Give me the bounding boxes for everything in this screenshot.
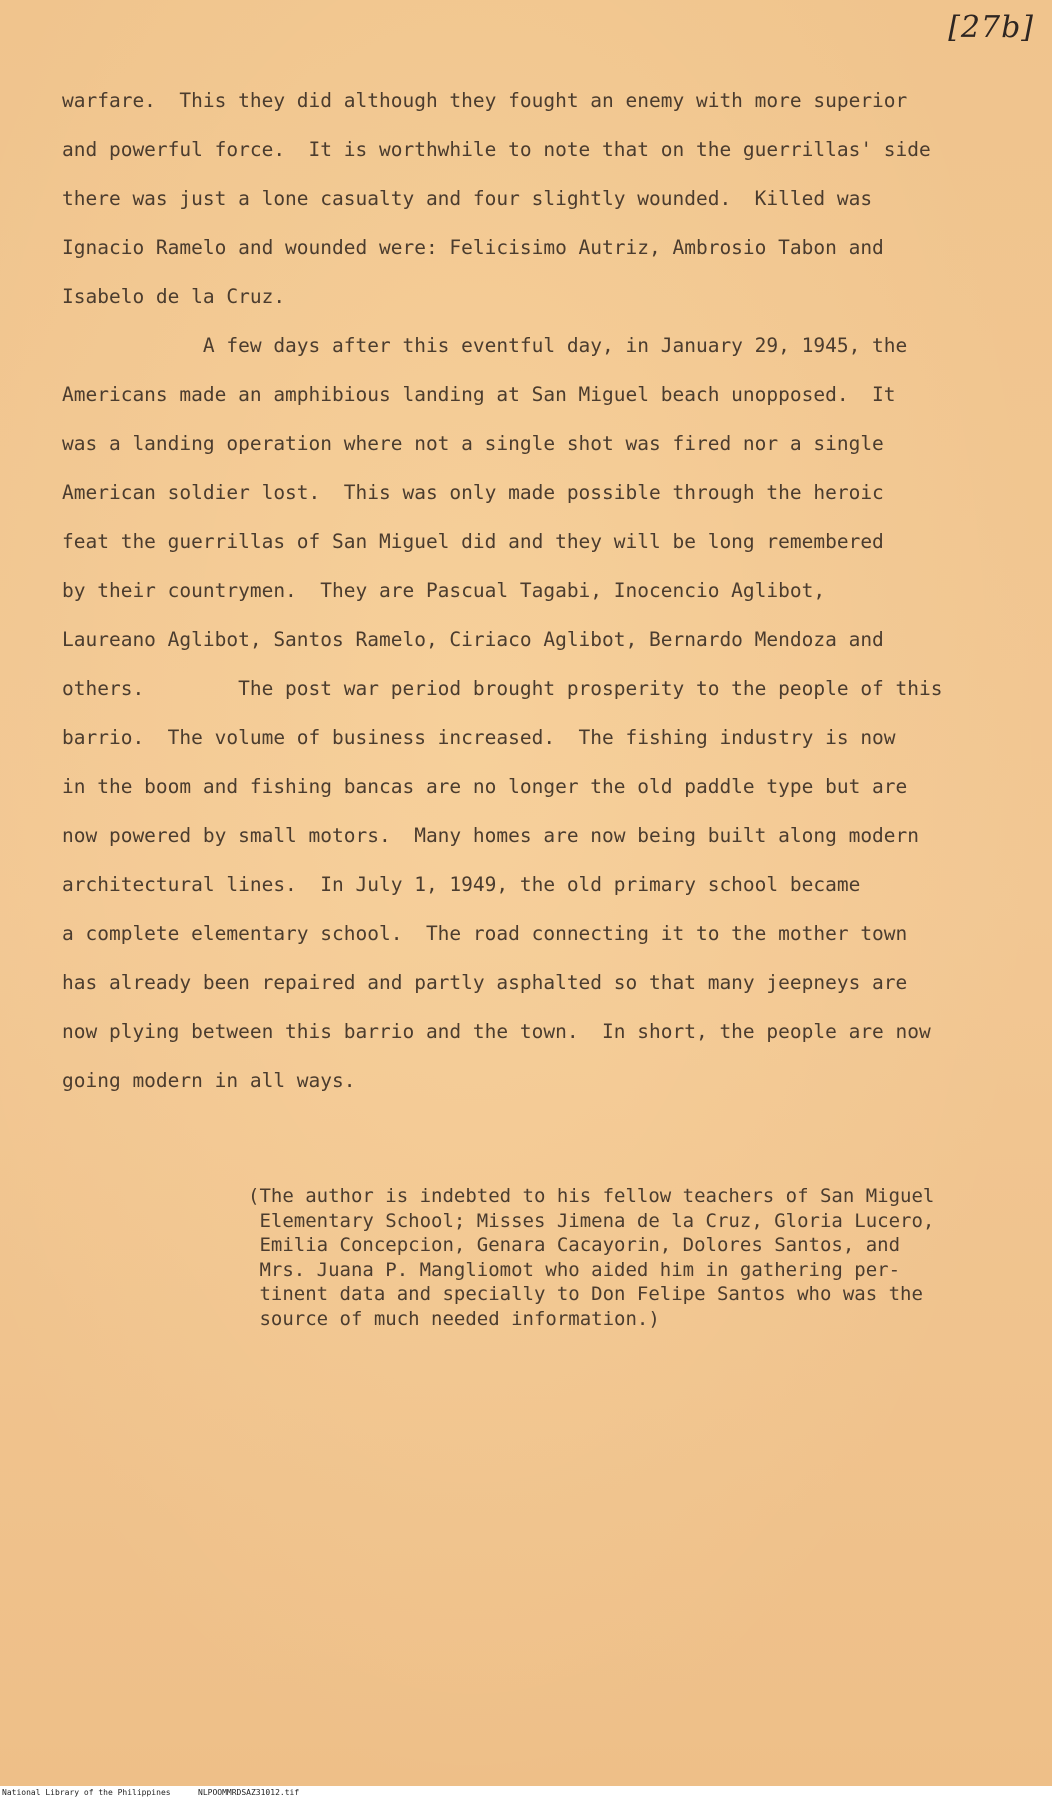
handwritten-page-mark: [27b]	[948, 10, 1034, 45]
text-line: architectural lines. In July 1, 1949, the old primary school became	[62, 873, 861, 896]
acknowledgement-line: Mrs. Juana P. Mangliomot who aided him in gathering per-	[248, 1258, 901, 1281]
text-line: Isabelo de la Cruz.	[62, 285, 286, 308]
acknowledgement-line: Elementary School; Misses Jimena de la Cruz, Gloria Lucero,	[248, 1209, 935, 1232]
text-line: was a landing operation where not a single shot was fired nor a single	[62, 432, 884, 455]
text-line: by their countrymen. They are Pascual Tagabi, Inocencio Aglibot,	[62, 579, 826, 602]
text-line: A few days after this eventful day, in January 29, 1945, the	[62, 334, 908, 357]
footer-library-name: National Library of the Philippines	[2, 1788, 171, 1797]
text-line: and powerful force. It is worthwhile to note that on the guerrillas' side	[62, 138, 931, 161]
text-line: there was just a lone casualty and four slightly wounded. Killed was	[62, 187, 873, 210]
text-line: American soldier lost. This was only made possible through the heroic	[62, 481, 884, 504]
text-line: a complete elementary school. The road connecting it to the mother town	[62, 922, 908, 945]
acknowledgement-line: Emilia Concepcion, Genara Cacayorin, Dolores Santos, and	[248, 1234, 901, 1256]
acknowledgement-line: source of much needed information.)	[248, 1307, 660, 1330]
text-line: Laureano Aglibot, Santos Ramelo, Ciriaco Aglibot, Bernardo Mendoza and	[62, 628, 884, 651]
text-line: now powered by small motors. Many homes are now being built along modern	[62, 824, 920, 847]
acknowledgement-note	[248, 1184, 1018, 1331]
text-line: in the boom and fishing bancas are no longer the old paddle type but are	[62, 775, 908, 798]
text-line: Americans made an amphibious landing at San Miguel beach unopposed. It	[62, 383, 896, 406]
text-line: barrio. The volume of business increased. The fishing industry is now	[62, 726, 896, 749]
text-line: warfare. This they did although they fought an enemy with more superior	[62, 89, 908, 112]
text-line: has already been repaired and partly asphalted so that many jeepneys are	[62, 971, 908, 994]
text-line: feat the guerrillas of San Miguel did and they will be long remembered	[62, 530, 884, 553]
narrative-text	[62, 82, 1007, 1111]
text-line: going modern in all ways.	[62, 1069, 356, 1092]
text-line: Ignacio Ramelo and wounded were: Felicisimo Autriz, Ambrosio Tabon and	[62, 236, 884, 259]
acknowledgement-line: tinent data and specially to Don Felipe Santos who was the	[248, 1283, 923, 1305]
footer-file-name: NLPOOMMRDSAZ31012.tif	[198, 1788, 300, 1797]
text-line: others. The post war period brought prosperity to the people of this	[62, 677, 943, 700]
acknowledgement-line: (The author is indebted to his fellow teachers of San Miguel	[248, 1185, 935, 1207]
text-line: now plying between this barrio and the town. In short, the people are now	[62, 1020, 931, 1043]
scan-footer	[0, 1786, 1052, 1800]
